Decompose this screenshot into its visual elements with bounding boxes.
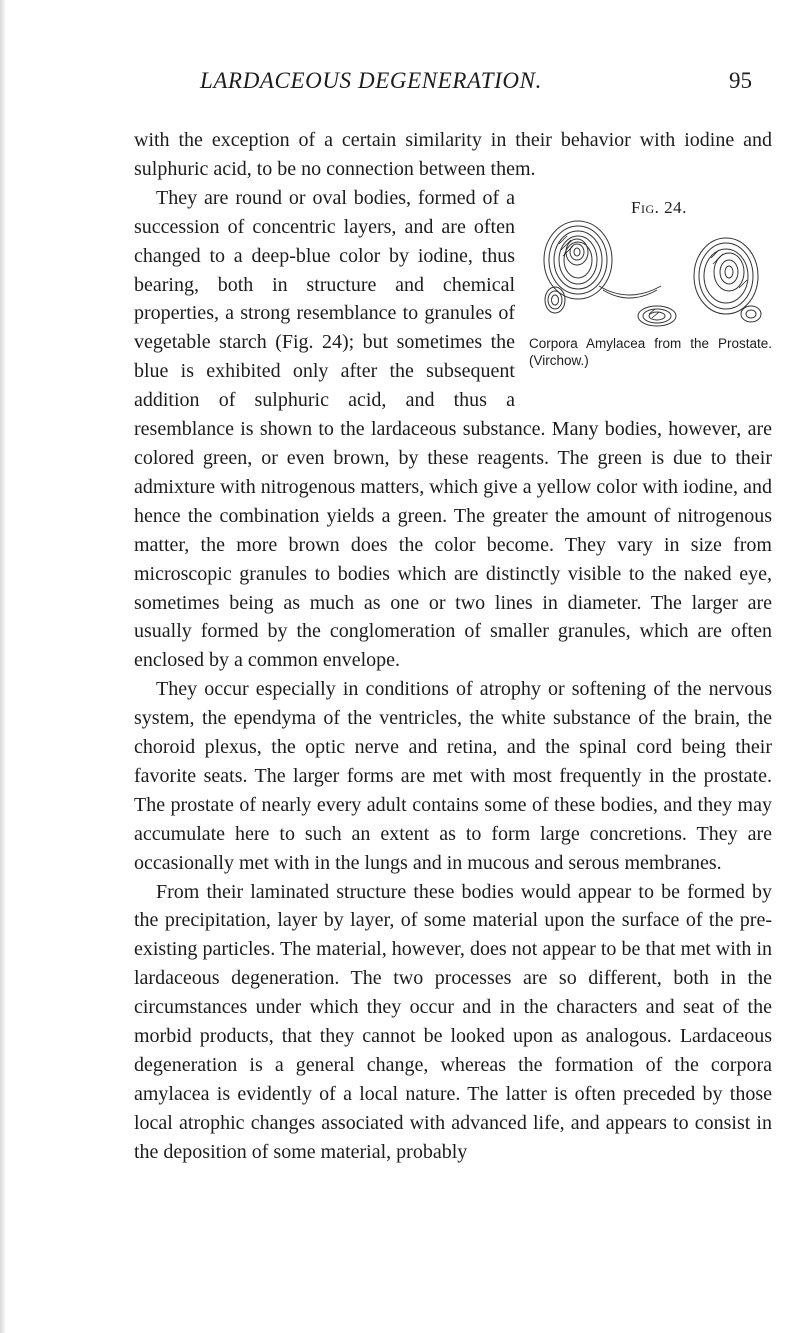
paragraph-corpora-text: They are round or oval bodies, formed of a succession of concentric layers, and are often changed to a deep-blue color by iodine, thus bearing, both in structure and chemical properties, a strong resemblance to granules of vegetable starch (Fig. 24); but sometimes the blue is exhibited only after the subsequent addition of sulphuric acid, and thus a resemblance is shown to the lardaceous substance. Many bodies, however, are colored green, or even brown, by these reagents. The green is due to their admixture with nitrogenous matters, which give a yellow color with iodine, and hence the combination yields a green. The greater the amount of nitrogenous matter, the more brown does the color become. They vary in size from microscopic granules to bodies which are distinctly visible to the naked eye, sometimes being as much as one or two lines in diameter. The larger are usually formed by the conglomeration of smaller granules, which are often enclosed by a common envelope. [134, 186, 772, 672]
page-header [130, 60, 770, 100]
paragraph-occurrence: They occur especially in conditions of atrophy or softening of the nervous system, the ependyma of the ventricles, the white substance of the brain, the choroid plexus, the optic nerve and retina, and the spinal cord being their favorite seats. The larger forms are met with most frequently in the prostate. The prostate of nearly every adult contains some of these bodies, and they may accumulate here to such an extent as to form large concretions. They are occasionally met with in the lungs and in mucous and serous membranes. [134, 678, 772, 874]
corpora-amylacea-illustration [529, 214, 772, 332]
figure-24 [529, 188, 772, 386]
paragraph-formation: From their laminated structure these bodies would appear to be formed by the precipitation, layer by layer, of some material upon the surface of the pre-existing particles. The material, however, does not appear to be that met with in lardaceous degeneration. The two processes are so different, both in the circumstances under which they occur and in the characters and seat of the morbid products, that they cannot be looked upon as analogous. Lardaceous degeneration is a general change, whereas the formation of the corpora amylacea is evidently of a local nature. The latter is often preceded by those local atrophic changes associated with advanced life, and appears to consist in the deposition of some material, probably [134, 880, 772, 1163]
paragraph-continuation: with the exception of a certain similarity in their behavior with iodine and sulphuric acid, to be no connection between them. [134, 129, 772, 180]
paragraph-corpora-description [134, 184, 772, 675]
body-text [134, 126, 772, 1167]
page-number: 95 [729, 68, 752, 93]
running-head: LARDACEOUS DEGENERATION. [200, 68, 542, 93]
page-edge-shadow [0, 0, 6, 1333]
figure-label: Fig. 24. [631, 197, 687, 217]
figure-caption: Corpora Amylacea from the Prostate. (Virchow.) [529, 335, 772, 368]
